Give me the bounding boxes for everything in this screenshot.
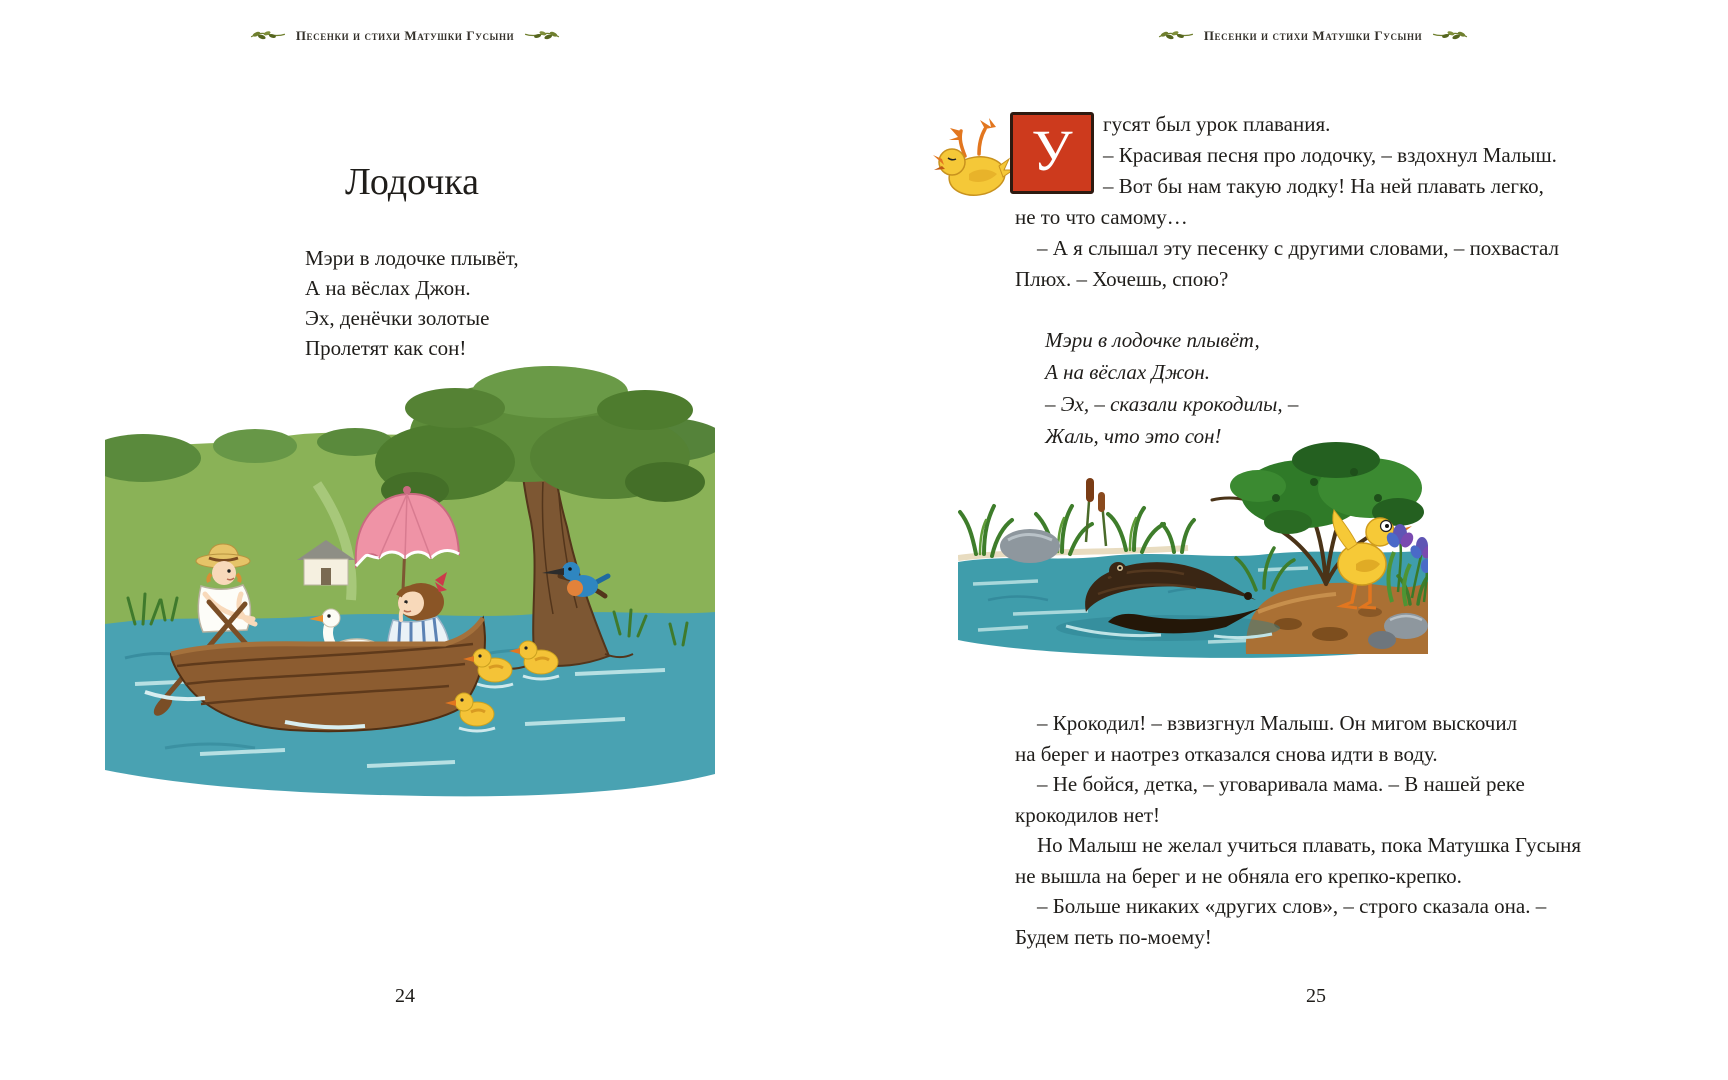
gosling-on-back-illustration (933, 116, 1013, 204)
poem-line: Мэри в лодочке плывёт, (305, 246, 519, 270)
leaf-sprig-icon (1431, 28, 1469, 44)
boat-scene-illustration (105, 362, 715, 802)
leaf-sprig-icon (523, 28, 561, 44)
poem-title: Лодочка (345, 161, 479, 203)
story-line: гусят был урок плавания. (1103, 112, 1331, 136)
running-head-title: Песенки и стихи Матушки Гусыни (295, 28, 515, 43)
poem-line: – Эх, – сказали крокодилы, – (1045, 392, 1299, 416)
story-line: – А я слышал эту песенку с другими словами, – похвастал (1037, 236, 1559, 260)
page-number: 24 (395, 985, 415, 1007)
story-line: Плюх. – Хочешь, спою? (1015, 267, 1229, 291)
drop-cap-letter: У (1031, 118, 1073, 183)
story-line: – Больше никаких «других слов», – строго сказала она. – (1037, 894, 1547, 918)
bank-grass (958, 478, 1194, 558)
poem-line: А на вёслах Джон. (305, 276, 471, 300)
story-line: не вышла на берег и не обняла его крепко-крепко. (1015, 864, 1462, 888)
leaf-sprig-icon (1157, 28, 1195, 44)
crocodile-scene-illustration (958, 442, 1428, 660)
story-line: Будем петь по-моему! (1015, 925, 1212, 949)
running-head-right (1163, 28, 1463, 44)
poem-line: Эх, денёчки золотые (305, 306, 490, 330)
story-line: – Красивая песня про лодочку, – вздохнул Малыш. (1103, 143, 1557, 167)
story-line: не то что самому… (1015, 205, 1188, 229)
page-number: 25 (1306, 985, 1326, 1007)
running-head-left (255, 28, 555, 44)
running-head-title: Песенки и стихи Матушки Гусыни (1203, 28, 1423, 43)
story-line: крокодилов нет! (1015, 803, 1161, 827)
poem-line: А на вёслах Джон. (1045, 360, 1211, 384)
story-line: на берег и наотрез отказался снова идти в воду. (1015, 742, 1438, 766)
story-line: – Крокодил! – взвизгнул Малыш. Он мигом выскочил (1037, 711, 1518, 735)
story-line: – Вот бы нам такую лодку! На ней плавать легко, (1103, 174, 1544, 198)
poem-line: Мэри в лодочке плывёт, (1045, 328, 1260, 352)
story-line: – Не бойся, детка, – уговаривала мама. – В нашей реке (1037, 772, 1525, 796)
leaf-sprig-icon (249, 28, 287, 44)
story-line: Но Малыш не желал учиться плавать, пока Матушка Гусыня (1037, 833, 1582, 857)
drop-cap (1010, 112, 1094, 194)
stone (1000, 529, 1060, 563)
page-25 (864, 0, 1728, 1080)
poem-line: Жаль, что это сон! (1045, 424, 1222, 448)
poem-line: Пролетят как сон! (305, 336, 467, 360)
